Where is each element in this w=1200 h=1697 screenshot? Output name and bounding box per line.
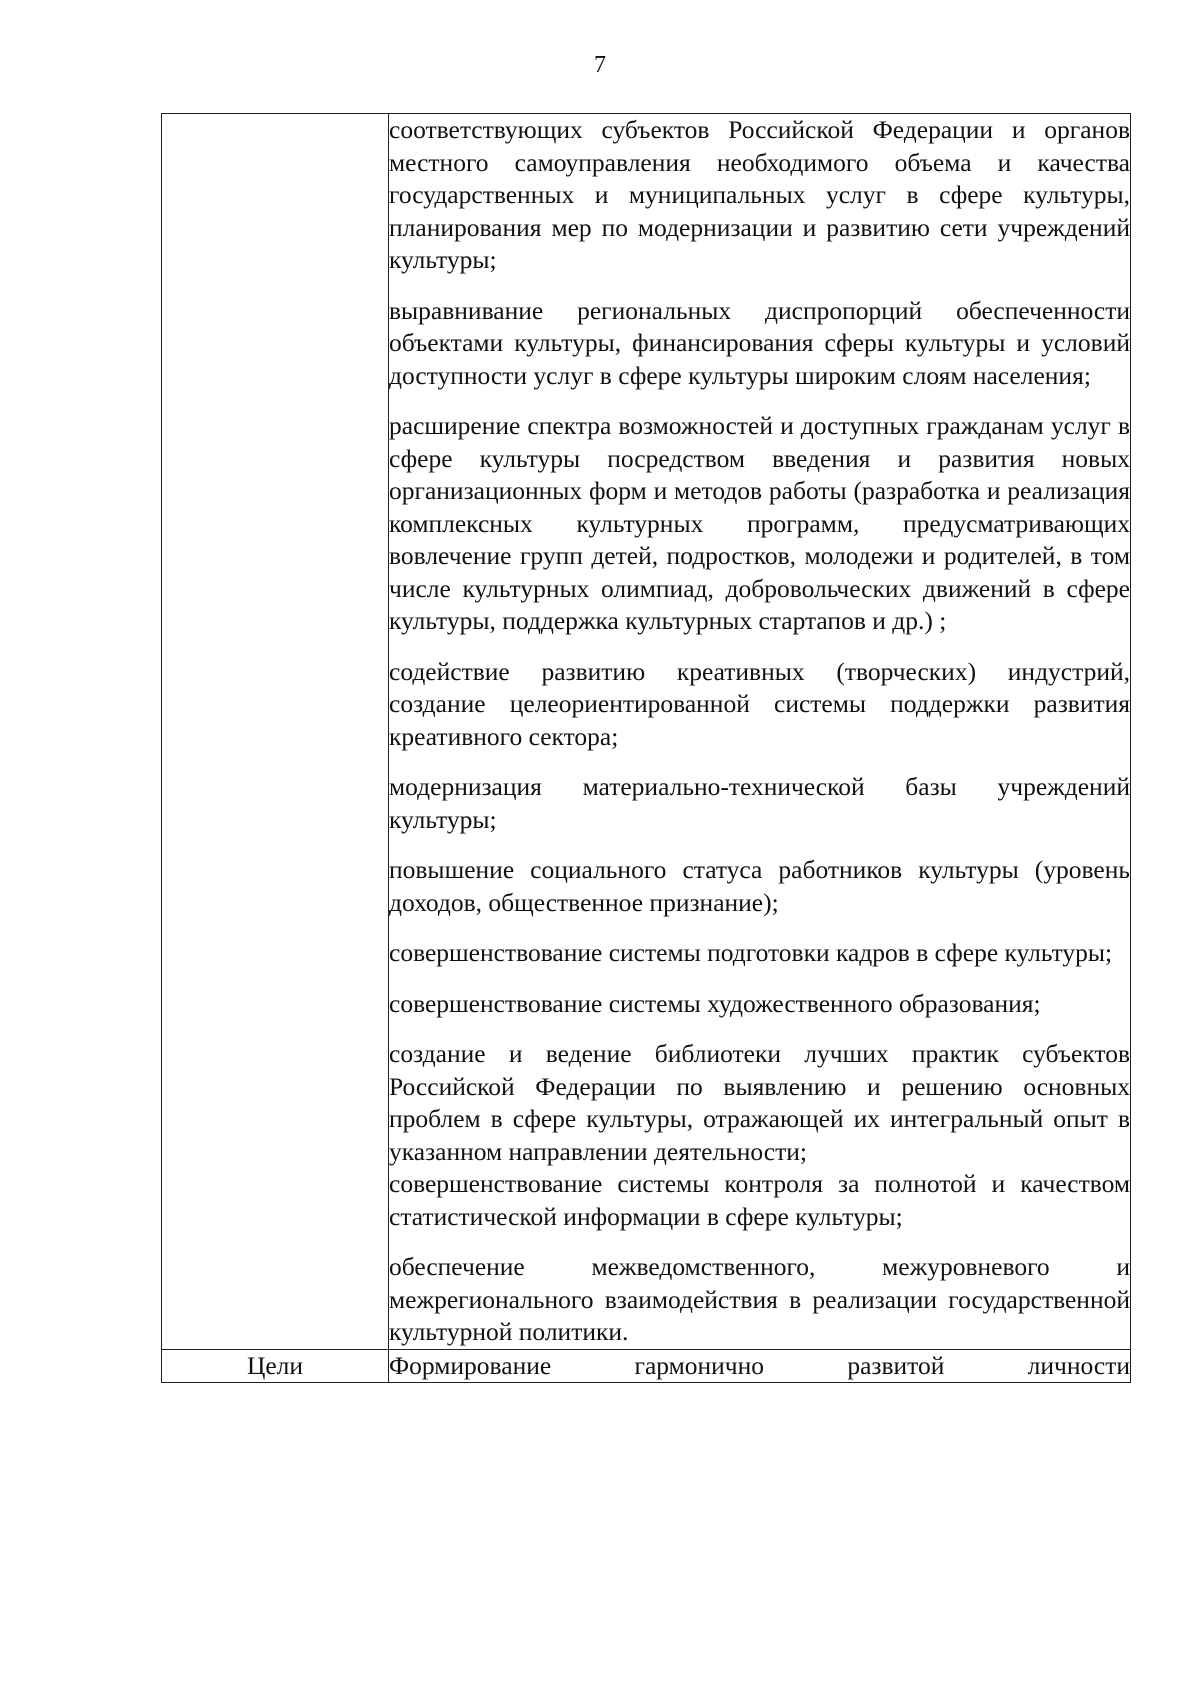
paragraph: выравнивание региональных диспропорций обеспеченности объектами культуры, финансирования сферы культуры и условий доступности услуг в сфере культуры широким слоям населения; (389, 295, 1130, 390)
paragraph: создание и ведение библиотеки лучших практик субъектов Российской Федерации по выявлению и решению основных проблем в сфере культуры, отражающей их интегральный опыт в указанном направлении деятельности; (389, 1039, 1130, 1166)
paragraph: соответствующих субъектов Российской Федерации и органов местного самоуправления необходимого объема и качества государственных и муниципальных услуг в сфере культуры, планирования мер по модернизации и развитию сети учреждений культуры; (389, 115, 1130, 274)
paragraph: обеспечение межведомственного, межуровневого и межрегионального взаимодействия в реализации государственной культурной политики. (389, 1252, 1130, 1346)
table-cell-measures (389, 114, 1131, 1350)
goals-text: Формирование гармонично развитой личности (389, 1350, 1130, 1380)
paragraph: повышение социального статуса работников культуры (уровень доходов, общественное признание); (389, 855, 1130, 917)
paragraph: расширение спектра возможностей и доступных гражданам услуг в сфере культуры посредством введения и развития новых организационных форм и методов работы (разработка и реализация комплексных культурных программ, предусматривающих вовлечение групп детей, подростков, молодежи и родителей, в том числе культурных олимпиад, добровольческих движений в сфере культуры, поддержка культурных стартапов и др.) ; (389, 411, 1130, 635)
page-number: 7 (594, 52, 606, 78)
document-table (161, 113, 1131, 1383)
paragraph: модернизация материально-технической базы учреждений культуры; (389, 772, 1130, 834)
paragraph: совершенствование системы контроля за полнотой и качеством статистической информации в сфере культуры; (389, 1169, 1130, 1231)
table-row (162, 114, 1131, 1350)
table-row (162, 1349, 1131, 1383)
goals-label: Цели (162, 1349, 389, 1383)
paragraph: содействие развитию креативных (творческих) индустрий, создание целеориентированной системы поддержки развития креативного сектора; (389, 656, 1130, 751)
table-cell-empty (162, 114, 389, 1350)
goals-cell (389, 1349, 1131, 1383)
paragraph: совершенствование системы художественного образования; (389, 988, 1041, 1018)
paragraph: совершенствование системы подготовки кадров в сфере культуры; (389, 938, 1113, 967)
